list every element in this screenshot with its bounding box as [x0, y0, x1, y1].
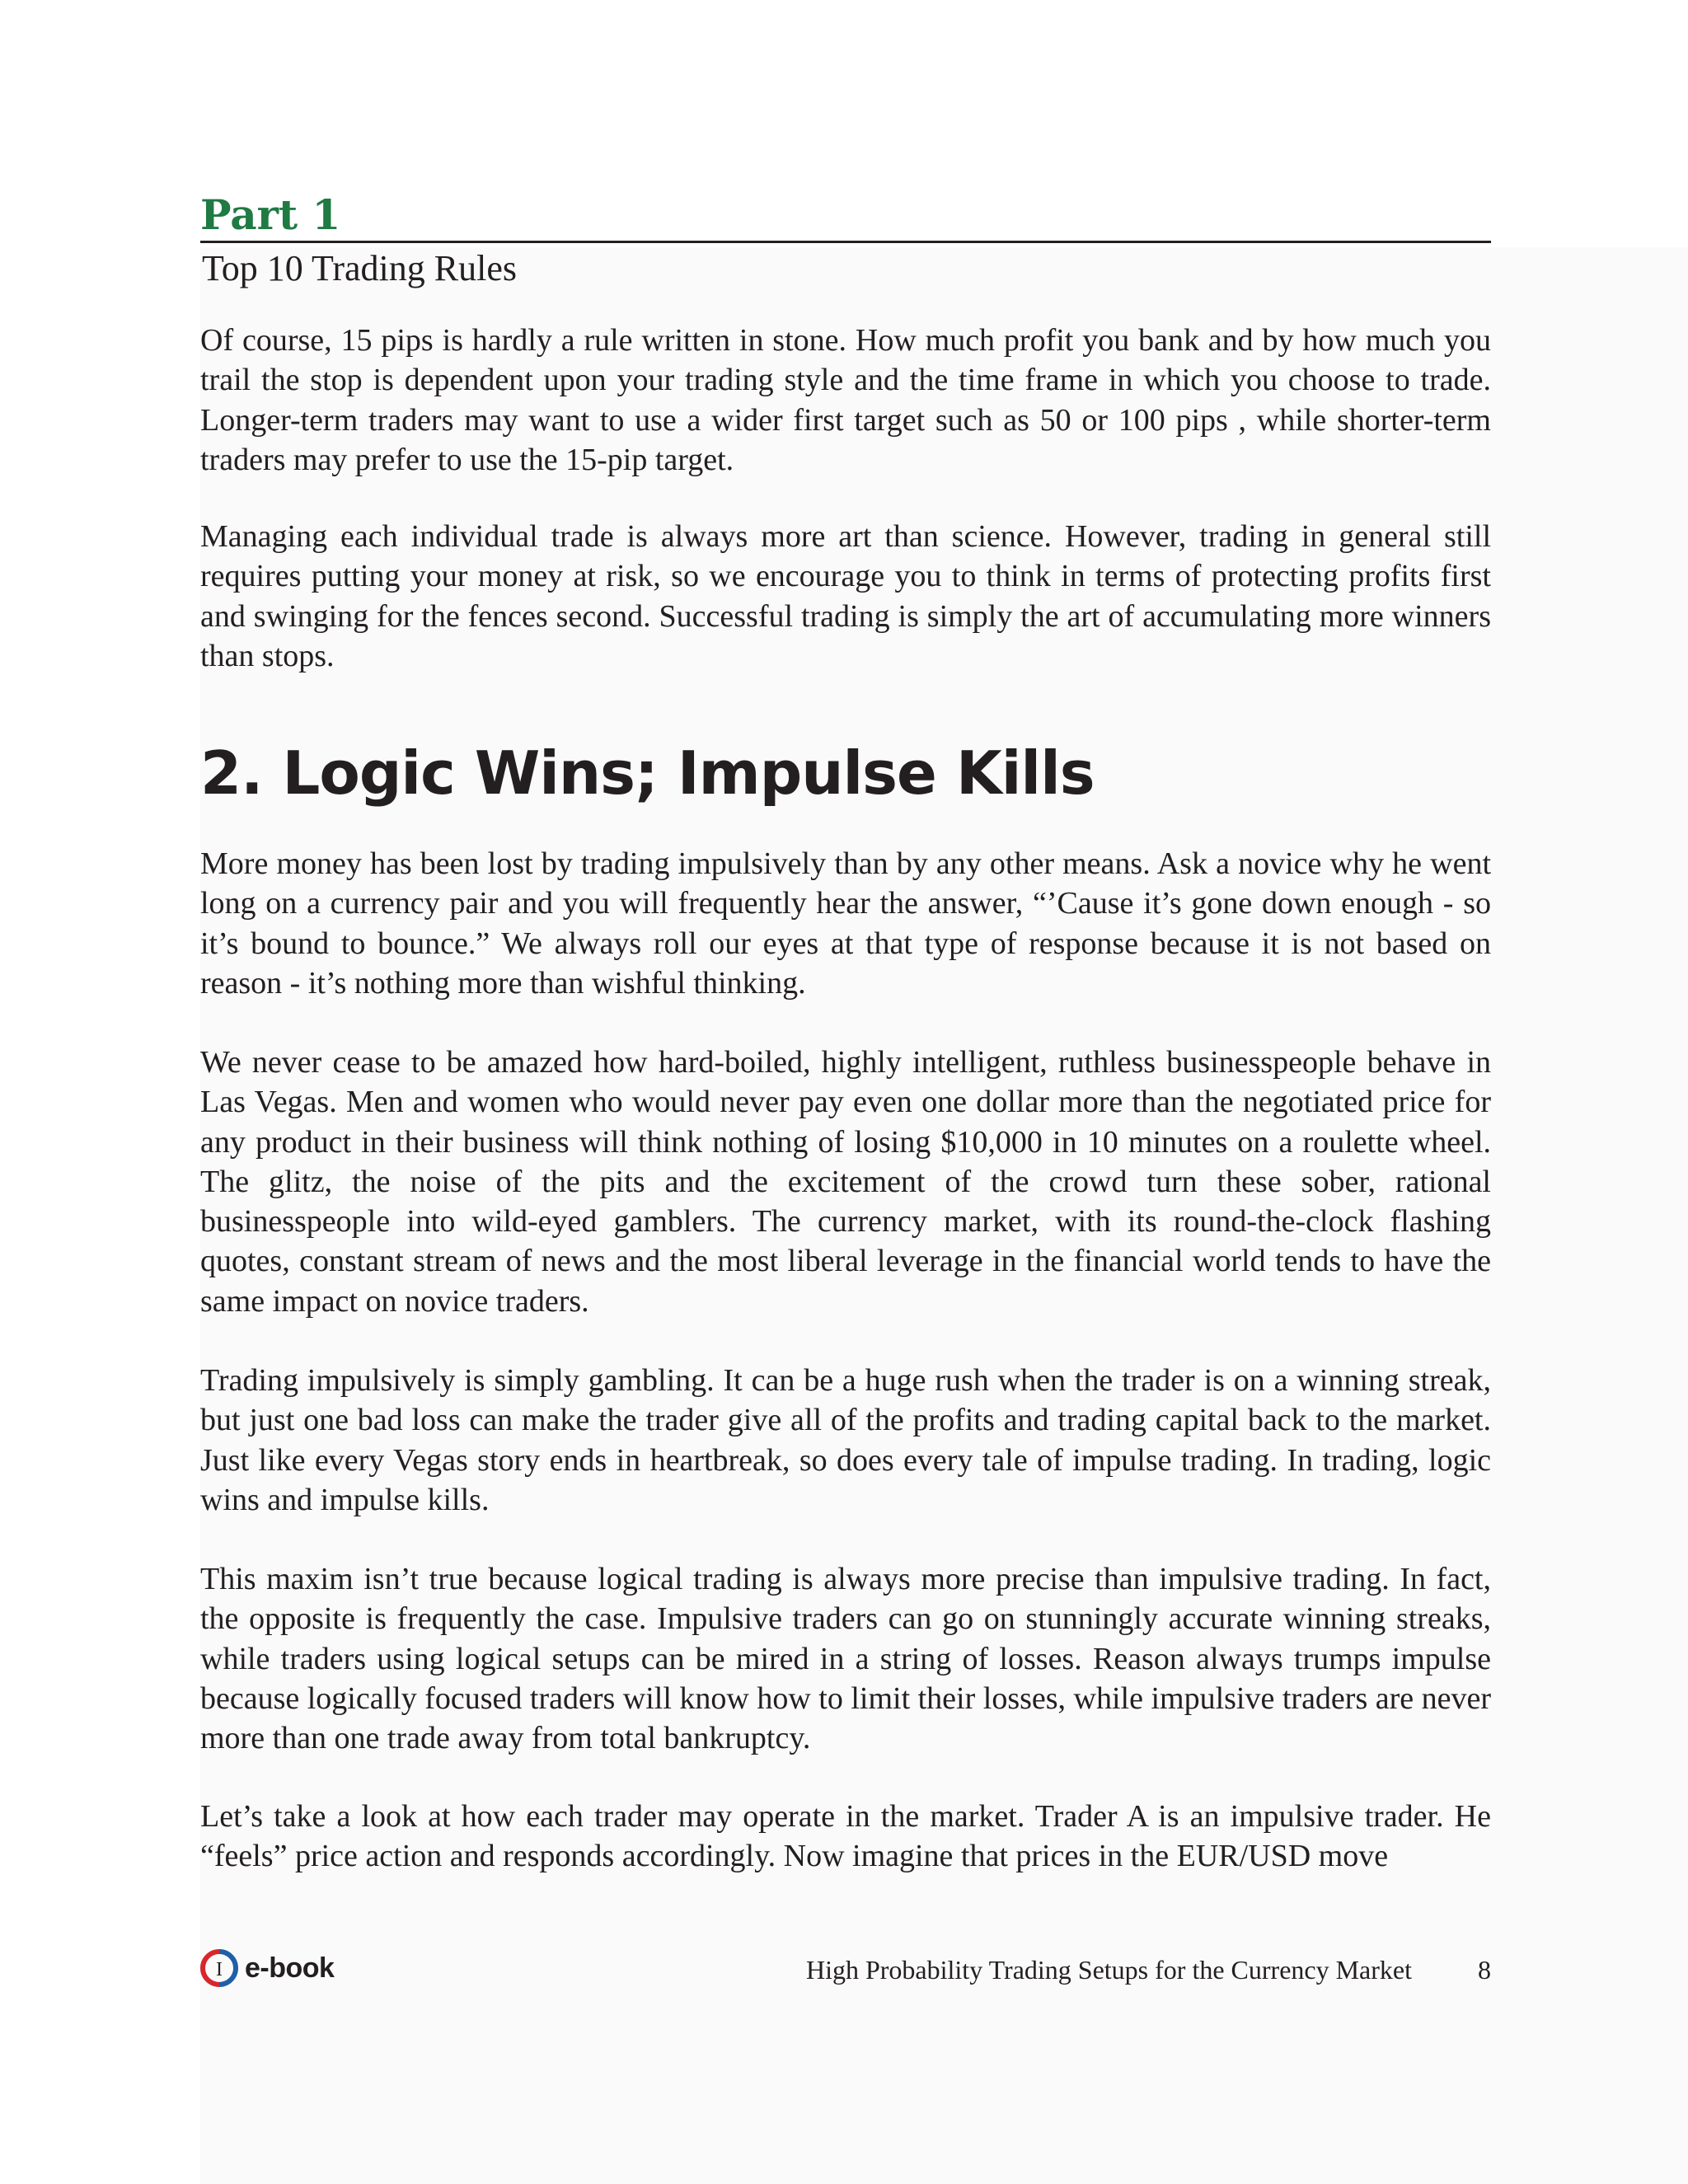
section-paragraph-5: Let’s take a look at how each trader may operate in the market. Trader A is an impulsive trader. He “feels” price action and responds accordingly. Now imagine that prices in the EUR/USD move	[200, 1799, 1491, 1874]
section-paragraph-3: Trading impulsively is simply gambling. It can be a huge rush when the trader is on a winning streak, but just one bad loss can make the trader give all of the profits and trading capital back to the market. Just like every Vegas story ends in heartbreak, so does every tale of impulse trading. In trading, logic wins and impulse kills.	[200, 1363, 1491, 1517]
section-label: Top 10 Trading Rules	[202, 248, 517, 288]
part-label: Part 1	[200, 190, 341, 239]
book-title: High Probability Trading Setups for the Currency Market	[805, 1955, 1412, 1985]
section-paragraph-2: We never cease to be amazed how hard-boiled, highly intelligent, ruthless businesspeople behave in Las Vegas. Men and women who would never pay even one dollar more than the negotiated price for any product in their business will think nothing of losing $10,000 in 10 minutes on a roulette wheel. The glitz, the noise of the pits and the excitement of the crowd turn these sober, rational businesspeople into wild-eyed gamblers. The currency market, with its round-the-clock flashing quotes, constant stream of news and the most liberal leverage in the financial world tends to have the same impact on novice traders.	[200, 1045, 1491, 1319]
intro-paragraph-2: Managing each individual trade is always more art than science. However, trading in general still requires putting your money at risk, so we encourage you to think in terms of protecting profits first and swinging for the fences second. Successful trading is simply the art of accumulating more winners than stops.	[200, 519, 1491, 673]
header-rule	[200, 241, 1491, 243]
section-paragraph-1: More money has been lost by trading impulsively than by any other means. Ask a novice why he went long on a currency pair and you will frequently hear the answer, “’Cause it’s gone down enough - so it’s bound to bounce.” We always roll our eyes at that type of response because it is not based on reason - it’s nothing more than wishful thinking.	[200, 846, 1491, 1001]
intro-paragraph-1: Of course, 15 pips is hardly a rule written in stone. How much profit you bank and by how much you trail the stop is dependent upon your trading style and the time frame in which you choose to trade. Longer-term traders may want to use a wider first target such as 50 or 100 pips , while shorter-term traders may prefer to use the 15-pip target.	[200, 323, 1491, 477]
logo-letter: I	[216, 1959, 223, 1980]
section-heading: 2. Logic Wins; Impulse Kills	[200, 738, 1095, 808]
ebook-logo	[200, 1947, 334, 1989]
page-number: 8	[1478, 1955, 1491, 1985]
page-header	[200, 190, 1491, 288]
ebook-logo-icon	[200, 1949, 238, 1987]
logo-text: e-book	[245, 1952, 335, 1984]
page-footer	[200, 1947, 1491, 1989]
section-paragraph-4: This maxim isn’t true because logical trading is always more precise than impulsive trading. In fact, the opposite is frequently the case. Impulsive traders can go on stunningly accurate winning streaks, while traders using logical setups can be mired in a string of losses. Reason always trumps impulse because logically focused traders will know how to limit their losses, while impulsive traders are never more than one trade away from total bankruptcy.	[200, 1562, 1492, 1756]
